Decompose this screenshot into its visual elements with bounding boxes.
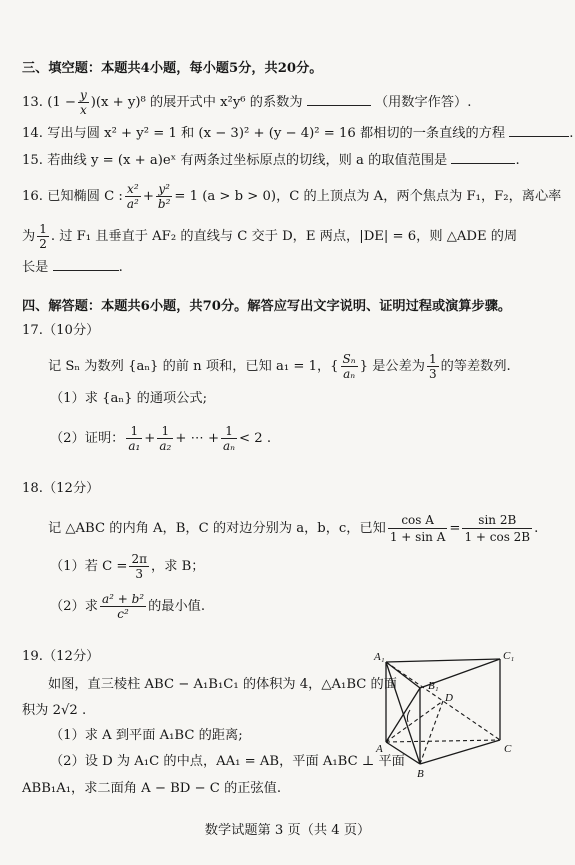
edge-a1-c1 (386, 659, 500, 662)
question-14 (22, 124, 574, 143)
frac-denominator: 1 + cos 2B (464, 530, 531, 544)
question-19-line-2: 积为 2√2 . (22, 703, 87, 718)
q14-text: 写出与圆 x² + y² = 1 和 (x − 3)² + (y − 4)² = 16 都相切的一条直线的方程 (47, 126, 506, 141)
frac-numerator: 1 (157, 424, 173, 439)
frac-numerator: 2π (131, 552, 148, 566)
q17-stem-mid: } 是公差为 (359, 359, 425, 374)
frac-denominator: a₂ (159, 439, 172, 453)
segment-b-d-hidden (420, 701, 443, 764)
q16-fraction-y (156, 182, 173, 211)
frac-numerator: y² (156, 182, 173, 197)
question-19-part-1: （1）求 A 到平面 A₁BC 的距离; (50, 728, 243, 743)
q18-part2-pre: （2）求 (50, 599, 98, 614)
cosA-fraction (388, 512, 448, 545)
q13-fraction (78, 88, 89, 117)
question-17-part-2 (50, 424, 561, 453)
edge-a1-b1 (386, 662, 420, 688)
label-a1: A₁ (374, 651, 385, 663)
frac-numerator: Sₙ (342, 352, 356, 366)
frac-denominator: c² (117, 607, 129, 621)
angle-C-fraction (129, 552, 149, 581)
question-number: 16. (22, 189, 43, 204)
frac-denominator: a₁ (128, 439, 141, 453)
edge-a1-b (386, 662, 420, 764)
edge-a-b (386, 742, 420, 764)
section-3-header: 三、填空题：本题共4小题，每小题5分，共20分。 (22, 61, 323, 76)
frac-numerator: 1 (39, 222, 47, 236)
edge-a-b1 (386, 688, 420, 742)
common-difference-fraction (427, 352, 439, 381)
q18-stem-pre: 记 △ABC 的内角 A，B，C 的对边分别为 a，b，c，已知 (48, 521, 386, 536)
label-b: B (417, 768, 424, 780)
ellipsis-plus: + ⋯ + (175, 431, 219, 446)
frac-denominator: aₙ (343, 367, 356, 381)
q15-text: 若曲线 y = (x + a)eˣ 有两条过坐标原点的切线，则 a 的取值范围是 (47, 153, 448, 168)
question-17-stem (48, 352, 561, 381)
question-number: 13. (22, 95, 43, 110)
q17-stem-post: 的等差数列. (440, 359, 511, 374)
q18-part1-post: ，求 B； (151, 559, 205, 574)
label-c1: C₁ (503, 650, 515, 662)
frac-denominator: 3 (428, 367, 437, 381)
q13-pre: (1 − (47, 95, 76, 110)
question-15 (22, 151, 561, 170)
label-d: D (445, 692, 453, 704)
question-19-line-1: 如图，直三棱柱 ABC − A₁B₁C₁ 的体积为 4，△A₁BC 的面 (48, 677, 397, 692)
label-b1: B₁ (428, 680, 439, 692)
dihedral-mark (407, 710, 410, 722)
frac-numerator: x² (125, 182, 141, 197)
equals-sign: = (449, 521, 461, 536)
section-4-header: 四、解答题：本题共6小题，共70分。解答应写出文字说明、证明过程或演算步骤。 (22, 299, 512, 314)
question-number: 15. (22, 153, 43, 168)
q16-line2-post: . 过 F₁ 且垂直于 AF₂ 的直线与 C 交于 D，E 两点，|DE| = 6，则 △ADE 的周 (50, 229, 518, 244)
question-18-number: 18.（12分） (22, 481, 100, 496)
q16-pre: 已知椭圆 C : (47, 189, 123, 204)
q13-post: （用数字作答）. (374, 95, 472, 110)
q18-stem-post: . (534, 521, 539, 536)
plus-sign: + (144, 431, 156, 446)
frac-numerator: y (79, 88, 87, 102)
question-16 (22, 182, 561, 211)
eccentricity-fraction (37, 222, 49, 251)
answer-blank[interactable] (307, 93, 371, 106)
frac-numerator: 1 (126, 424, 142, 439)
question-13 (22, 88, 561, 117)
sin2B-fraction (462, 512, 532, 545)
segment-a-d-hidden (386, 701, 443, 742)
q14-end: . (569, 126, 574, 141)
frac-numerator: a² + b² (101, 592, 145, 606)
question-18-part-1 (50, 552, 561, 581)
answer-blank[interactable] (451, 151, 515, 164)
label-a: A (376, 743, 383, 755)
frac-numerator: sin 2B (462, 512, 532, 529)
question-17-part-1: （1）求 {aₙ} 的通项公式; (50, 391, 208, 406)
plus-sign: + (142, 189, 154, 204)
question-17-number: 17.（10分） (22, 323, 100, 338)
q15-end: . (515, 153, 520, 168)
q18-part2-post: 的最小值. (148, 599, 206, 614)
frac-numerator: 1 (221, 424, 237, 439)
frac-denominator: x (79, 103, 87, 117)
answer-blank[interactable] (509, 124, 569, 137)
question-19-number: 19.（12分） (22, 649, 100, 664)
sn-over-an-fraction (341, 352, 358, 381)
q16-line3-end: . (118, 260, 123, 275)
q17-part2-post: < 2 . (239, 431, 272, 446)
question-19-part-2-cont: ABB₁A₁，求二面角 A − BD − C 的正弦值. (22, 781, 282, 796)
q16-post: = 1 (a > b > 0)，C 的上顶点为 A，两个焦点为 F₁，F₂，离心率 (174, 189, 562, 204)
q16-fraction-x (125, 182, 141, 211)
q17-part2-pre: （2）证明： (50, 431, 125, 446)
question-16-line-2 (22, 222, 561, 251)
reciprocal-a1 (126, 424, 142, 453)
frac-denominator: b² (157, 197, 171, 211)
frac-denominator: 3 (135, 567, 144, 581)
reciprocal-a2 (157, 424, 173, 453)
q16-line3: 长是 (22, 260, 49, 275)
q16-line2-pre: 为 (22, 229, 36, 244)
frac-numerator: cos A (388, 512, 448, 529)
frac-denominator: 1 + sin A (389, 530, 446, 544)
page-footer: 数学试题第 3 页（共 4 页） (204, 823, 371, 838)
reciprocal-an (221, 424, 237, 453)
q18-part1-pre: （1）若 C = (50, 559, 128, 574)
prism-figure (372, 648, 562, 783)
question-19-part-2: （2）设 D 为 A₁C 的中点，AA₁ = AB，平面 A₁BC ⊥ 平面 (50, 754, 405, 769)
min-value-fraction (100, 592, 146, 621)
frac-denominator: 2 (39, 237, 47, 251)
label-c: C (504, 743, 512, 755)
edge-a-c-hidden (386, 740, 500, 742)
question-18-stem (48, 512, 561, 545)
question-number: 14. (22, 126, 43, 141)
question-18-part-2 (50, 592, 561, 621)
frac-denominator: a² (126, 197, 139, 211)
edge-b-c (420, 740, 500, 764)
answer-blank[interactable] (53, 258, 119, 271)
question-16-line-3 (22, 258, 561, 277)
q13-mid: )(x + y)⁸ 的展开式中 x²y⁶ 的系数为 (90, 95, 303, 110)
q17-stem-pre: 记 Sₙ 为数列 {aₙ} 的前 n 项和，已知 a₁ = 1，{ (48, 359, 339, 374)
frac-numerator: 1 (428, 352, 437, 366)
frac-denominator: aₙ (223, 439, 236, 453)
